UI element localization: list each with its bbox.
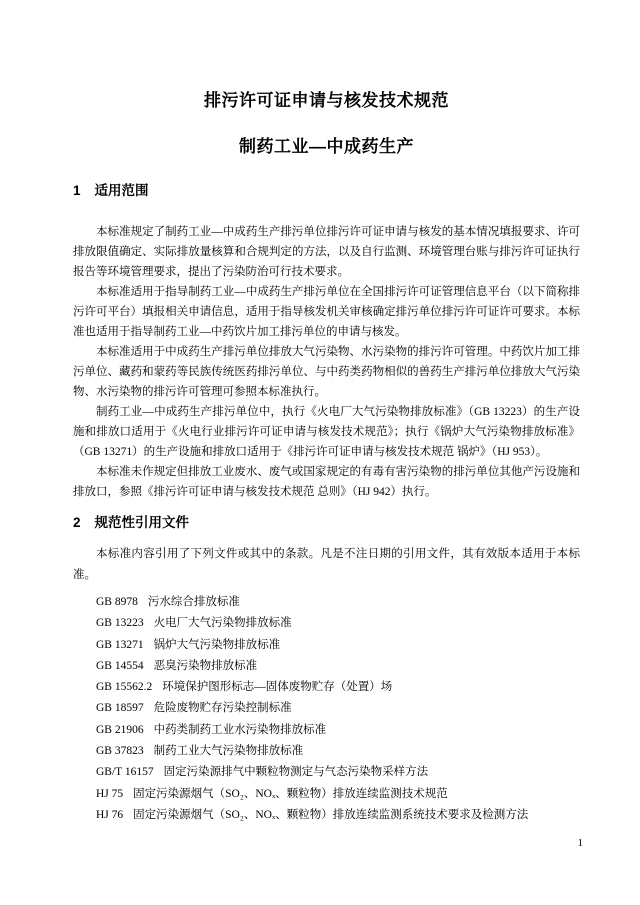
reference-item [73,784,580,805]
reference-item [73,592,580,613]
reference-code: HJ 75 [96,787,124,800]
page-number: 1 [577,837,583,849]
reference-title: 环境保护图形标志—固体废物贮存（处置）场 [162,681,393,694]
document-content [73,88,580,826]
reference-item [73,698,580,719]
reference-code: GB 8978 [96,596,138,608]
reference-item [73,762,580,783]
reference-title: 锅炉大气污染物排放标准 [153,638,281,651]
reference-title: 固定污染源烟气（SO₂、NOₓ、颗粒物）排放连续监测系统技术要求及检测方法 [133,808,529,821]
scope-paragraph-3: 本标准适用于中成药生产排污单位排放大气污染物、水污染物的排污许可管理。中药饮片加工排污单位、藏药和蒙药等民族传统医药排污单位、与中药类药物相似的兽药生产排污单位排放大气污染物、水污染物的排污许可管理可参照本标准执行。 [73,346,580,398]
section-2-title: 规范性引用文件 [94,515,190,530]
section-1-heading [73,182,580,200]
references-intro: 本标准内容引用了下列文件或其中的条款。凡是不注日期的引用文件，其有效版本适用于本标准。 [73,548,580,581]
reference-title: 危险废物贮存污染控制标准 [153,702,292,715]
scope-paragraph-2: 本标准适用于指导制药工业—中成药生产排污单位在全国排污许可证管理信息平台（以下简称排污许可平台）填报相关申请信息，适用于指导核发机关审核确定排污单位排污许可证许可要求。本标准也适用于指导制药工业—中药饮片加工排污单位的申请与核发。 [73,286,580,338]
reference-code: GB 21906 [96,723,144,736]
scope-paragraph-1: 本标准规定了制药工业—中成药生产排污单位排污许可证申请与核发的基本情况填报要求、许可排放限值确定、实际排放量核算和合规判定的方法，以及自行监测、环境管理台账与排污许可证执行报告等环境管理要求，提出了污染防治可行技术要求。 [73,226,580,278]
reference-code: GB/T 16157 [96,766,154,779]
reference-code: GB 13223 [96,617,144,630]
document-subtitle: 制药工业—中成药生产 [239,137,414,156]
reference-item [73,741,580,762]
references-list [73,592,580,826]
scope-paragraph-5: 本标准未作规定但排放工业废水、废气或国家规定的有毒有害污染物的排污单位其他产污设施和排放口，参照《排污许可证申请与核发技术规范 总则》（HJ 942）执行。 [73,466,580,498]
reference-title: 固定污染源排气中颗粒物测定与气态污染物采样方法 [163,766,429,779]
reference-item [73,656,580,677]
reference-title: 火电厂大气污染物排放标准 [153,617,292,630]
reference-code: GB 13271 [96,638,144,651]
reference-title: 中药类制药工业水污染物排放标准 [153,723,327,736]
reference-title: 恶臭污染物排放标准 [153,659,258,672]
reference-item [73,677,580,698]
section-2-heading [73,514,580,532]
reference-item [73,720,580,741]
reference-title: 制药工业大气污染物排放标准 [153,745,304,758]
reference-code: GB 15562.2 [96,681,153,694]
reference-code: GB 37823 [96,745,144,758]
reference-code: GB 14554 [96,659,144,672]
reference-title: 污水综合排放标准 [147,596,240,608]
reference-item [73,613,580,634]
scope-paragraph-4: 制药工业—中成药生产排污单位中，执行《火电厂大气污染物排放标准》（GB 13223）的生产设施和排放口适用于《火电行业排污许可证申请与核发技术规范》；执行《锅炉大气污染物排放标准》（GB 13271）的生产设施和排放口适用于《排污许可证申请与核发技术规范 锅炉》（HJ 953）。 [73,406,580,458]
document-title: 排污许可证申请与核发技术规范 [204,91,449,110]
reference-item [73,635,580,656]
section-2-number: 2 [73,515,81,530]
reference-code: HJ 76 [96,808,124,821]
reference-item [73,805,580,826]
reference-code: GB 18597 [96,702,144,715]
section-1-title: 适用范围 [94,183,149,198]
reference-title: 固定污染源烟气（SO₂、NOₓ、颗粒物）排放连续监测技术规范 [133,787,448,800]
section-1-number: 1 [73,183,81,198]
